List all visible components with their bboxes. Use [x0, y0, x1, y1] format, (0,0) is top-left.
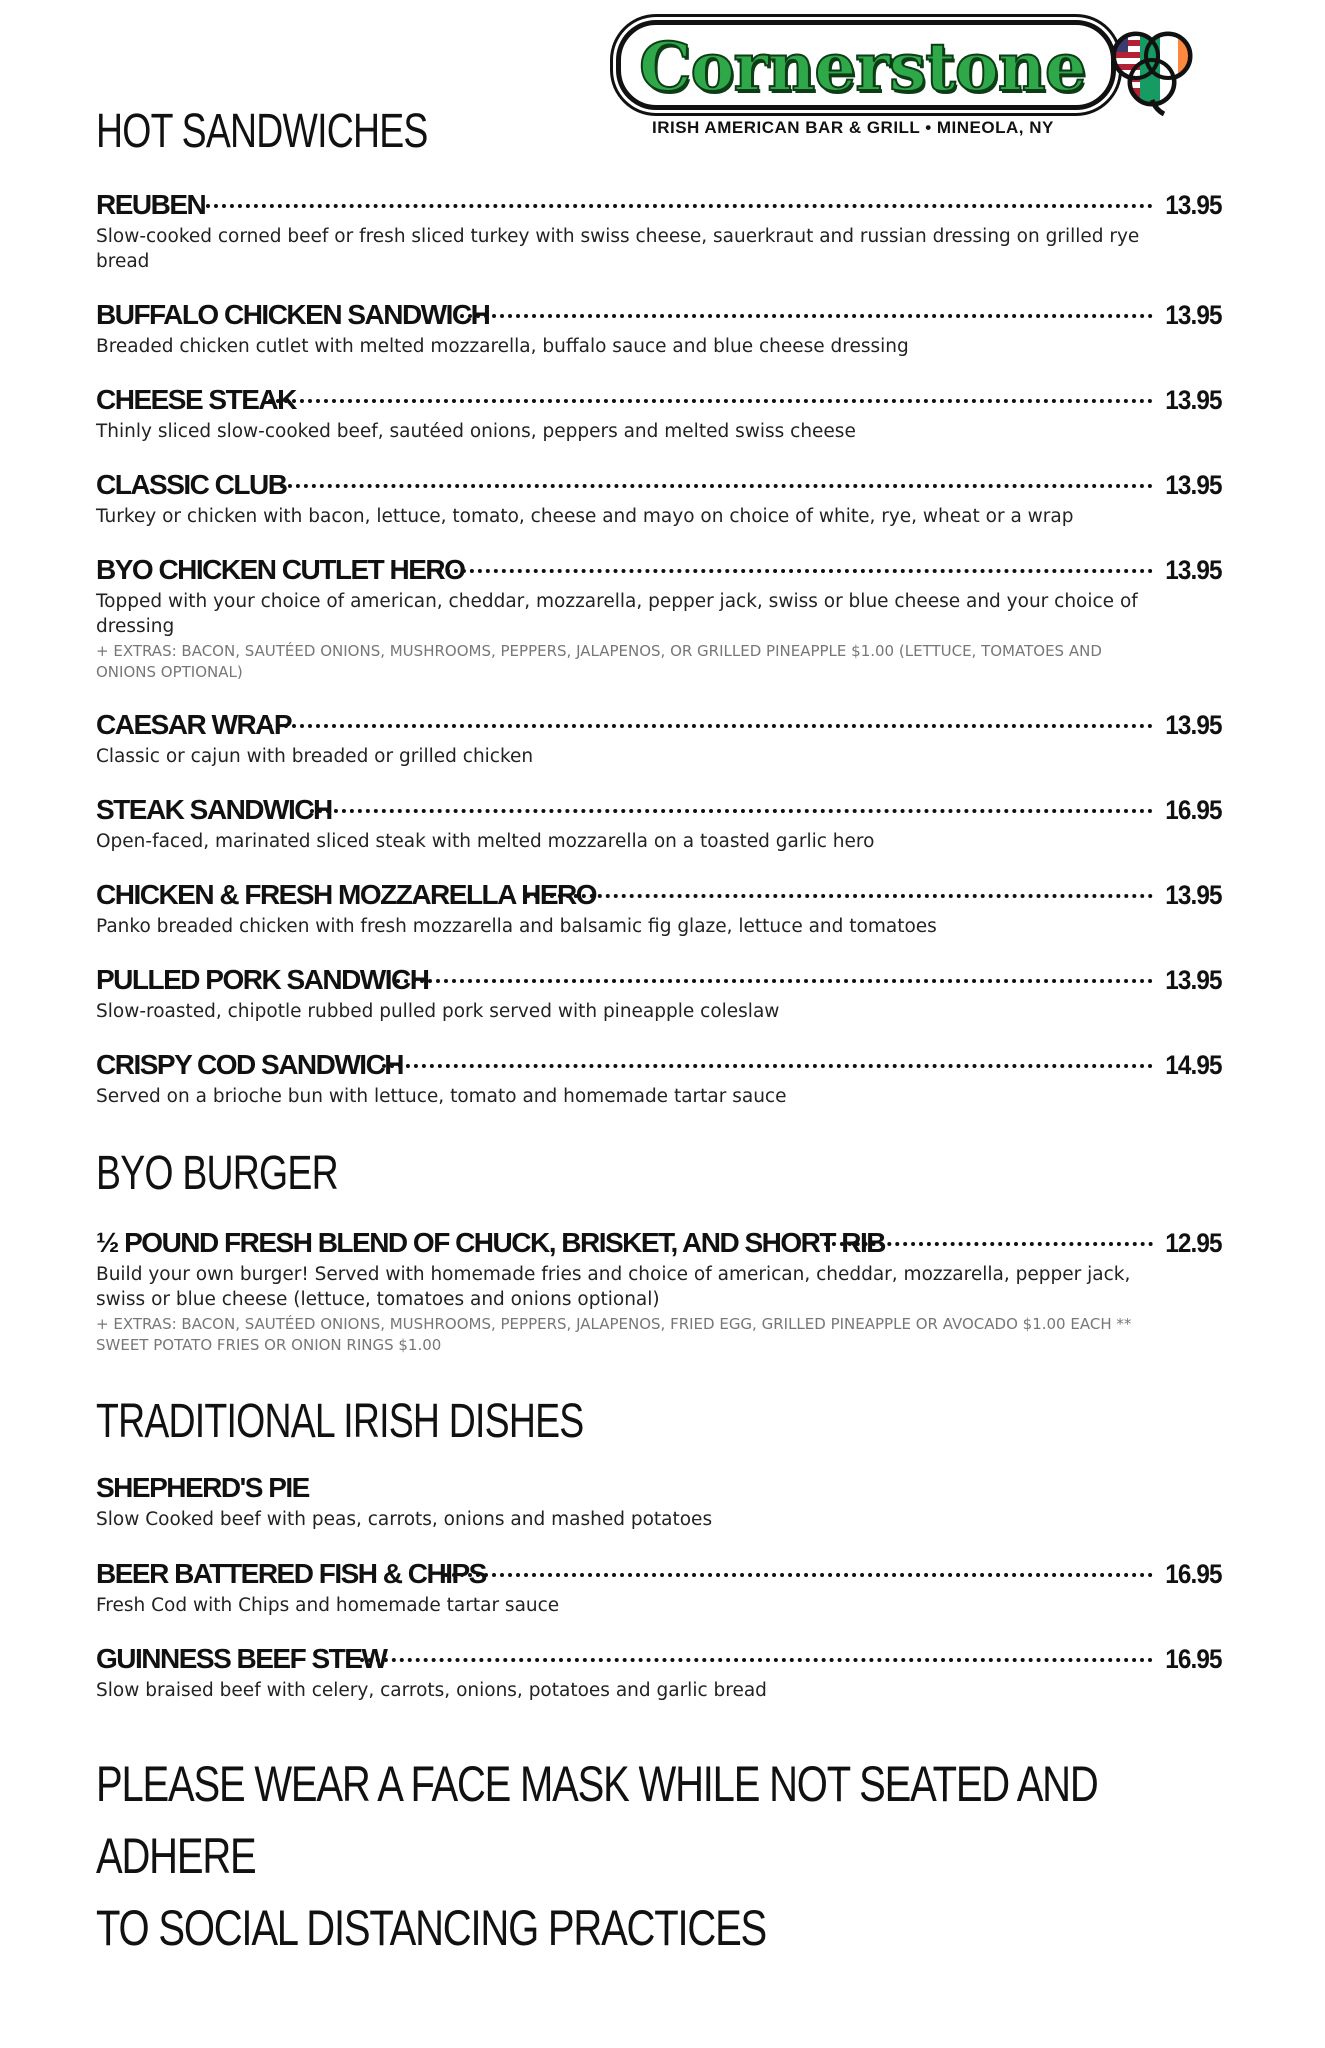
- menu-item: [96, 791, 1222, 854]
- dot-leader: [438, 565, 1153, 573]
- item-description: Topped with your choice of american, cheddar, mozzarella, pepper jack, swiss or blue cheese and your choice of dressing: [96, 591, 1138, 637]
- face-mask-notice: [96, 1748, 1216, 1964]
- dot-leader: [280, 480, 1153, 488]
- cornerstone-logo: [616, 20, 1196, 138]
- menu-page: [96, 0, 1222, 2048]
- menu-item: [96, 1469, 1222, 1532]
- dot-leader: [268, 395, 1153, 403]
- item-name: PULLED PORK SANDWICH: [96, 964, 429, 995]
- item-name: BYO CHICKEN CUTLET HERO: [96, 554, 465, 585]
- item-description: Slow-roasted, chipotle rubbed pulled pork served with pineapple coleslaw: [96, 1001, 780, 1022]
- item-price: 13.95: [1165, 300, 1222, 330]
- dot-leader: [268, 720, 1153, 728]
- item-description: Slow braised beef with celery, carrots, onions, potatoes and garlic bread: [96, 1680, 767, 1701]
- menu-item: [96, 186, 1222, 274]
- item-name: STEAK SANDWICH: [96, 794, 332, 825]
- item-name: BEER BATTERED FISH & CHIPS: [96, 1558, 486, 1589]
- section-heading-irish-dishes: TRADITIONAL IRISH DISHES: [96, 1395, 584, 1448]
- menu-item: [96, 1555, 1222, 1618]
- menu-item: [96, 1640, 1222, 1703]
- item-name: REUBEN: [96, 189, 206, 220]
- item-price: 13.95: [1165, 710, 1222, 740]
- item-name: CRISPY COD SANDWICH: [96, 1049, 404, 1080]
- menu-item: [96, 706, 1222, 769]
- item-price: 13.95: [1165, 190, 1222, 220]
- item-description: Thinly sliced slow-cooked beef, sautéed onions, peppers and melted swiss cheese: [96, 421, 856, 442]
- item-name: CHEESE STEAK: [96, 384, 296, 415]
- item-price: 13.95: [1165, 555, 1222, 585]
- dot-leader: [526, 890, 1153, 898]
- item-description: Open-faced, marinated sliced steak with melted mozzarella on a toasted garlic hero: [96, 831, 875, 852]
- item-price: 14.95: [1165, 1050, 1222, 1080]
- item-name: GUINNESS BEEF STEW: [96, 1643, 387, 1674]
- item-name: SHEPHERD'S PIE: [96, 1472, 309, 1503]
- item-name: CHICKEN & FRESH MOZZARELLA HERO: [96, 879, 597, 910]
- menu-item: [96, 876, 1222, 939]
- notice-line-2: TO SOCIAL DISTANCING PRACTICES: [96, 1900, 767, 1956]
- menu-item: [96, 296, 1222, 359]
- item-description: Breaded chicken cutlet with melted mozzarella, buffalo sauce and blue cheese dressing: [96, 336, 909, 357]
- dot-leader: [310, 805, 1153, 813]
- dot-leader: [382, 1060, 1153, 1068]
- dot-leader: [360, 1654, 1153, 1662]
- item-price: 12.95: [1165, 1228, 1222, 1258]
- dot-leader: [444, 1569, 1153, 1577]
- menu-item: [96, 466, 1222, 529]
- item-description: Fresh Cod with Chips and homemade tartar sauce: [96, 1595, 560, 1616]
- dot-leader: [460, 310, 1153, 318]
- menu-item: [96, 551, 1222, 683]
- dot-leader: [206, 200, 1153, 208]
- dot-leader: [396, 975, 1153, 983]
- section-heading-hot-sandwiches: HOT SANDWICHES: [96, 105, 428, 158]
- item-price: 16.95: [1165, 1644, 1222, 1674]
- item-price: 16.95: [1165, 795, 1222, 825]
- item-name: CLASSIC CLUB: [96, 469, 287, 500]
- logo-wordmark: Cornerstone: [639, 28, 1086, 106]
- item-name: BUFFALO CHICKEN SANDWICH: [96, 299, 490, 330]
- item-price: 13.95: [1165, 385, 1222, 415]
- menu-item: [96, 381, 1222, 444]
- item-name: ½ POUND FRESH BLEND OF CHUCK, BRISKET, AND SHORT RIB: [96, 1227, 886, 1258]
- item-description: Served on a brioche bun with lettuce, tomato and homemade tartar sauce: [96, 1086, 787, 1107]
- item-price: 16.95: [1165, 1559, 1222, 1589]
- item-extras: + EXTRAS: BACON, SAUTÉED ONIONS, MUSHROOMS, PEPPERS, JALAPENOS, FRIED EGG, GRILLED PINEAPPLE OR AVOCADO $1.00 EACH ** SWEET POTATO FRIES OR ONION RINGS $1.00: [96, 1315, 1132, 1354]
- item-description: Slow Cooked beef with peas, carrots, onions and mashed potatoes: [96, 1509, 713, 1530]
- notice-line-1: PLEASE WEAR A FACE MASK WHILE NOT SEATED AND ADHERE: [96, 1756, 1098, 1884]
- item-description: Turkey or chicken with bacon, lettuce, tomato, cheese and mayo on choice of white, rye, wheat or a wrap: [96, 506, 1074, 527]
- item-description: Classic or cajun with breaded or grilled chicken: [96, 746, 534, 767]
- menu-item: [96, 961, 1222, 1024]
- dot-leader: [824, 1238, 1153, 1246]
- menu-item: [96, 1224, 1222, 1356]
- shamrock-flag-icon: [1106, 26, 1198, 116]
- logo-wordmark-frame: [616, 20, 1116, 110]
- item-price: 13.95: [1165, 470, 1222, 500]
- menu-item: [96, 1046, 1222, 1109]
- item-name: CAESAR WRAP: [96, 709, 292, 740]
- item-extras: + EXTRAS: BACON, SAUTÉED ONIONS, MUSHROOMS, PEPPERS, JALAPENOS, OR GRILLED PINEAPPLE $1.00 (LETTUCE, TOMATOES AND ONIONS OPTIONAL): [96, 642, 1102, 681]
- item-description: Slow-cooked corned beef or fresh sliced turkey with swiss cheese, sauerkraut and russian dressing on grilled rye bread: [96, 226, 1140, 272]
- section-heading-byo-burger: BYO BURGER: [96, 1147, 338, 1200]
- item-description: Panko breaded chicken with fresh mozzarella and balsamic fig glaze, lettuce and tomatoes: [96, 916, 937, 937]
- logo-tagline: IRISH AMERICAN BAR & GRILL • MINEOLA, NY: [652, 118, 1054, 137]
- item-price: 13.95: [1165, 965, 1222, 995]
- item-description: Build your own burger! Served with homemade fries and choice of american, cheddar, mozzarella, pepper jack, swiss or blue cheese (lettuce, tomatoes and onions optional): [96, 1264, 1131, 1310]
- item-price: 13.95: [1165, 880, 1222, 910]
